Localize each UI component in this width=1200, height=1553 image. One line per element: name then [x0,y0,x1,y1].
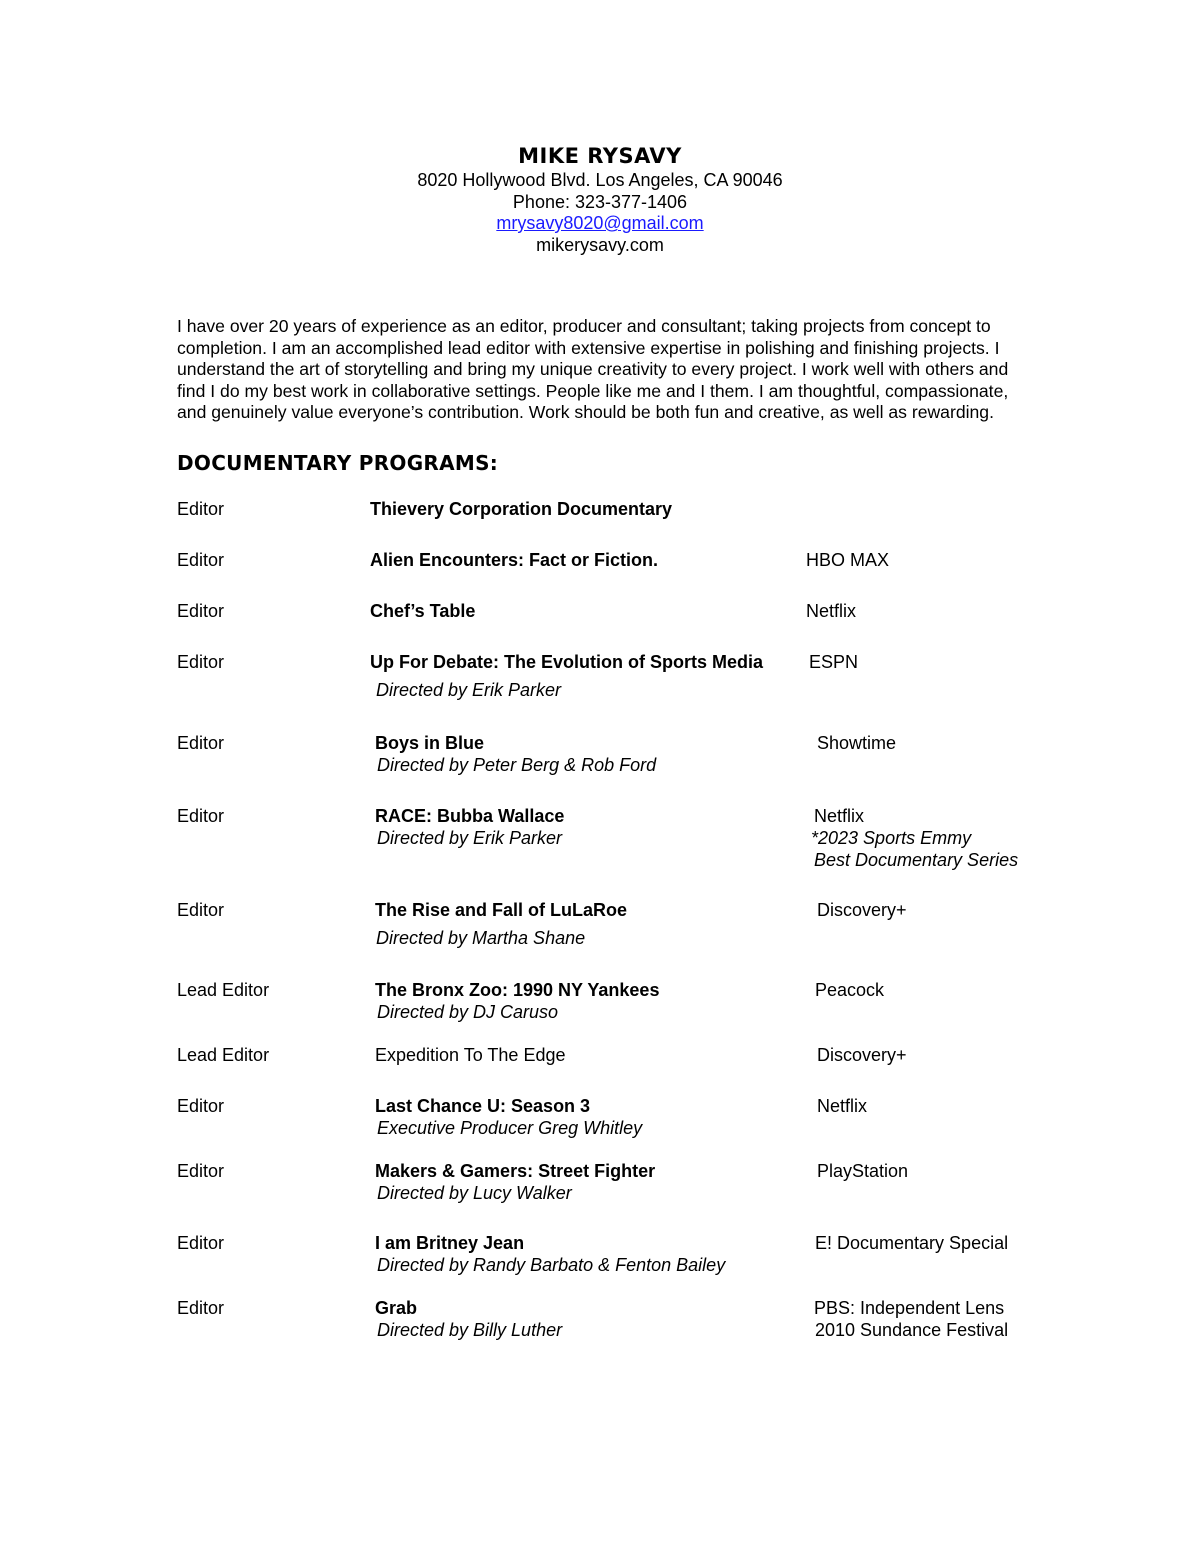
entry-credit: Directed by Erik Parker [377,828,563,848]
entry-title: Grab [375,1298,418,1318]
entry-network: Discovery+ [817,1045,907,1065]
entry-credit: Directed by Randy Barbato & Fenton Bailey [377,1255,726,1275]
entry-title: The Rise and Fall of LuLaRoe [375,900,628,920]
entry-title: Chef’s Table [370,601,476,621]
entry-festival: 2010 Sundance Festival [815,1320,1009,1340]
entry-network: E! Documentary Special [815,1233,1009,1253]
entry-network: Showtime [817,733,897,753]
entry-credit: Directed by Peter Berg & Rob Ford [377,755,657,775]
entry-title: Makers & Gamers: Street Fighter [375,1161,656,1181]
entry-network: PBS: Independent Lens [814,1298,1005,1318]
entry-network: Peacock [815,980,885,1000]
entry-role: Lead Editor [177,980,270,1000]
entry-title: I am Britney Jean [375,1233,525,1253]
entry-title: Last Chance U: Season 3 [375,1096,591,1116]
phone: Phone: 323-377-1406 [512,191,688,212]
resume-header [0,142,1200,256]
entry-award: Best Documentary Series [814,850,1019,870]
entry-credit: Directed by Billy Luther [377,1320,563,1340]
entry-network: PlayStation [817,1161,909,1181]
entry-title: The Bronx Zoo: 1990 NY Yankees [375,980,660,1000]
entry-role: Lead Editor [177,1045,270,1065]
entry-credit: Directed by Martha Shane [376,928,586,948]
entry-network: Netflix [806,601,857,621]
entry-network: HBO MAX [806,550,890,570]
entry-credit: Executive Producer Greg Whitley [377,1118,643,1138]
entry-role: Editor [177,1096,225,1116]
entry-role: Editor [177,652,225,672]
entry-role: Editor [177,550,225,570]
entry-role: Editor [177,1233,225,1253]
entry-role: Editor [177,900,225,920]
entry-role: Editor [177,601,225,621]
section-heading: DOCUMENTARY PROGRAMS: [177,451,499,475]
entry-title: Up For Debate: The Evolution of Sports Media [370,652,764,672]
entry-award: *2023 Sports Emmy [811,828,972,848]
entry-title: Boys in Blue [375,733,485,753]
entry-title: Expedition To The Edge [375,1045,566,1065]
entry-role: Editor [177,1298,225,1318]
entry-role: Editor [177,1161,225,1181]
entry-title: RACE: Bubba Wallace [375,806,565,826]
entry-network: Netflix [814,806,865,826]
entry-role: Editor [177,733,225,753]
summary-paragraph: I have over 20 years of experience as an editor, producer and consultant; taking projects from concept to completion. I am an accomplished lead editor with extensive expertise in polishing and finishing projects. I understand the art of storytelling and bring my unique creativity to every project. I work well with others and find I do my best work in collaborative settings. People like me and I them. I am thoughtful, compassionate, and genuinely value everyone’s contribution. Work should be both fun and creative, as well as rewarding. [177,316,1009,422]
website: mikerysavy.com [536,234,664,255]
entry-network: ESPN [809,652,859,672]
entry-credit: Directed by DJ Caruso [377,1002,559,1022]
entry-role: Editor [177,806,225,826]
entry-credit: Directed by Lucy Walker [377,1183,572,1203]
entry-network: Netflix [817,1096,868,1116]
entry-role: Editor [177,499,225,519]
entry-title: Thievery Corporation Documentary [370,499,673,519]
email-link[interactable]: mrysavy8020@gmail.com [496,213,704,233]
entry-network: Discovery+ [817,900,907,920]
candidate-name: MIKE RYSAVY [518,144,682,168]
address: 8020 Hollywood Blvd. Los Angeles, CA 90046 [417,170,783,190]
entry-title: Alien Encounters: Fact or Fiction. [370,550,659,570]
entry-credit: Directed by Erik Parker [376,680,562,700]
